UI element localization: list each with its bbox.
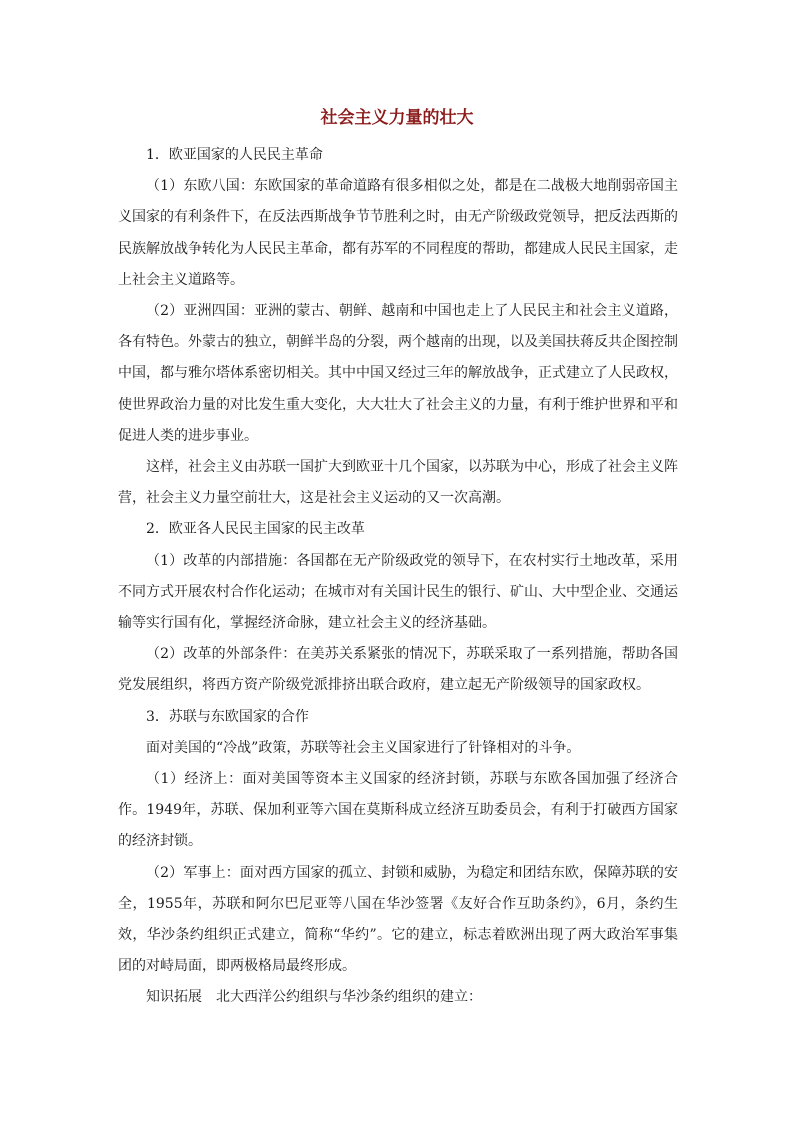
paragraph-cold-war: 面对美国的“冷战”政策，苏联等社会主义国家进行了针锋相对的斗争。	[146, 739, 581, 756]
paragraph-internal-reform: （1）改革的内部措施：各国都在无产阶级政党的领导下，在农村实行土地改革，采用不同方式开展农村合作化运动；在城市对有关国计民生的银行、矿山、大中型企业、交通运输等实行国有化，掌握经济命脉，建立社会主义的经济基础。	[118, 552, 678, 632]
section-heading-1: 1．欧亚国家的人民民主革命	[146, 147, 323, 163]
paragraph-military: （2）军事上：面对西方国家的孤立、封锁和威胁，为稳定和团结东欧，保障苏联的安全，1955年，苏联和阿尔巴尼亚等八国在华沙签署《友好合作互助条约》，6月，条约生效，华沙条约组织正式建立，简称“华约”。它的建立，标志着欧洲出现了两大政治军事集团的对峙局面，即两极格局最终形成。	[118, 864, 678, 975]
paragraph-asia: （2）亚洲四国：亚洲的蒙古、朝鲜、越南和中国也走上了人民民主和社会主义道路，各有特色。外蒙古的独立，朝鲜半岛的分裂，两个越南的出现，以及美国扶蒋反共企图控制中国，都与雅尔塔体系密切相关。其中中国又经过三年的解放战争，正式建立了人民政权，使世界政治力量的对比发生重大变化，大大壮大了社会主义的力量，有利于维护世界和平和促进人类的进步事业。	[118, 303, 678, 444]
document-body	[118, 140, 678, 1014]
paragraph-knowledge-extension: 知识拓展 北大西洋公约组织与华沙条约组织的建立：	[146, 989, 482, 1006]
section-heading-3: 3．苏联与东欧国家的合作	[146, 708, 309, 725]
paragraph-external-conditions: （2）改革的外部条件：在美苏关系紧张的情况下，苏联采取了一系列措施，帮助各国党发展组织，将西方资产阶级党派排挤出联合政府，建立起无产阶级领导的国家政权。	[118, 646, 678, 694]
page-title: 社会主义力量的壮大	[320, 108, 474, 128]
paragraph-eastern-europe: （1）东欧八国：东欧国家的革命道路有很多相似之处，都是在二战极大地削弱帝国主义国家的有利条件下，在反法西斯战争节节胜利之时，由无产阶级政党领导，把反法西斯的民族解放战争转化为人民民主革命，都有苏军的不同程度的帮助，都建成人民民主国家，走上社会主义道路等。	[118, 178, 678, 288]
paragraph-economic: （1）经济上：面对美国等资本主义国家的经济封锁，苏联与东欧各国加强了经济合作。1949年，苏联、保加利亚等六国在莫斯科成立经济互助委员会，有利于打破西方国家的经济封锁。	[118, 771, 678, 850]
paragraph-socialist-camp: 这样，社会主义由苏联一国扩大到欧亚十几个国家，以苏联为中心，形成了社会主义阵营，社会主义力量空前壮大，这是社会主义运动的又一次高潮。	[118, 459, 678, 507]
section-heading-2: 2．欧亚各人民民主国家的民主改革	[146, 521, 365, 538]
